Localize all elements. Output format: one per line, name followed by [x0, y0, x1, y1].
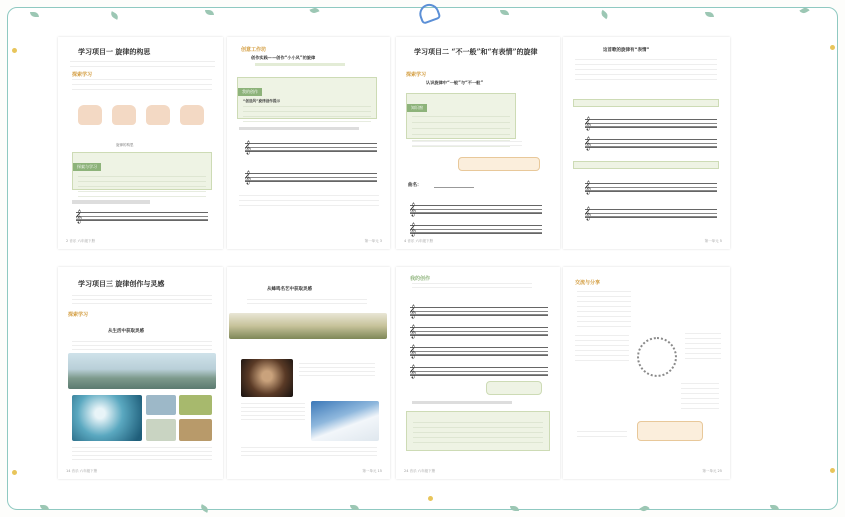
speech-bubble — [458, 157, 540, 171]
section-heading: 创意工作坊 — [241, 47, 267, 53]
music-staff: 𝄞 — [245, 143, 377, 152]
music-staff: 𝄞 — [410, 327, 548, 336]
illustration-caption: 旋律的构思 — [116, 143, 134, 147]
page-title: 学习项目一 旋律的构思 — [78, 47, 151, 56]
page-footer: 24 音乐 六年级下册 — [404, 469, 436, 473]
page-2 — [227, 37, 390, 249]
painting-photo — [229, 313, 387, 339]
body-text — [72, 79, 212, 93]
subtitle: 从生活中获取灵感 — [108, 329, 144, 334]
page-1 — [58, 37, 223, 249]
body-text — [241, 403, 305, 423]
song-name-line — [434, 187, 474, 188]
page-footer: 14 音乐 六年级下册 — [66, 469, 98, 473]
page-8 — [563, 267, 730, 479]
bird-photo — [146, 395, 176, 415]
side-text — [685, 333, 721, 363]
page-footer: 第一单元 3 — [364, 239, 382, 243]
music-staff: 𝄞 — [410, 225, 542, 234]
page-6 — [227, 267, 390, 479]
section-heading: 探索学习 — [68, 312, 89, 318]
section-heading: 交流与分享 — [575, 280, 601, 286]
dot-decoration-icon — [830, 468, 835, 473]
box-text — [243, 106, 371, 124]
page-title: 这首歌的旋律有“表情” — [603, 48, 650, 53]
hand-icon — [180, 105, 204, 125]
creation-box — [237, 77, 377, 119]
body-text — [577, 291, 631, 331]
landscape-photo — [146, 419, 176, 441]
music-staff: 𝄞 — [410, 347, 548, 356]
body-text — [72, 447, 212, 461]
subtitle: 从蜂鸣名艺中获取灵感 — [267, 287, 312, 292]
page-4 — [563, 37, 730, 249]
page-title: 学习项目三 旋律创作与灵感 — [78, 279, 165, 288]
music-staff: 𝄞 — [585, 139, 717, 148]
body-text — [72, 341, 212, 351]
wave-photo — [72, 395, 142, 441]
instruction-bar — [573, 161, 719, 169]
section-heading: 探索学习 — [406, 72, 427, 78]
page-footer: 第一单元 5 — [704, 239, 722, 243]
body-text — [412, 283, 532, 291]
dot-decoration-icon — [12, 48, 17, 53]
task-text — [72, 200, 202, 204]
body-text — [247, 299, 367, 307]
side-text — [575, 335, 629, 365]
box-text — [78, 176, 206, 198]
section-heading: 探索学习 — [72, 72, 93, 78]
hint-bar — [255, 63, 345, 66]
music-staff: 𝄞 — [585, 209, 717, 218]
body-text — [241, 447, 377, 457]
circle-diagram — [637, 337, 677, 377]
box-heading: 我的创作 — [238, 88, 262, 96]
body-text — [681, 383, 719, 409]
tip-box — [406, 411, 550, 451]
subtitle: 创作实践——创作“小小风”的旋律 — [251, 55, 316, 60]
body-text — [577, 431, 627, 441]
music-staff: 𝄞 — [76, 212, 208, 221]
page-3 — [396, 37, 560, 249]
page-footer: 第一单元 15 — [362, 469, 382, 473]
song-label: 曲名： — [408, 183, 422, 188]
mountain-photo — [68, 353, 216, 389]
body-text — [299, 363, 375, 379]
body-text — [575, 59, 717, 81]
music-staff: 𝄞 — [410, 367, 548, 376]
page-footer: 第一单元 25 — [702, 469, 722, 473]
skiing-photo — [311, 401, 379, 441]
performer-photo — [241, 359, 293, 397]
intro-text — [72, 295, 212, 307]
box-heading: 知识窗 — [407, 104, 427, 112]
page-5 — [58, 267, 223, 479]
page-footer: 4 音乐 六年级下册 — [404, 239, 433, 243]
dot-decoration-icon — [12, 470, 17, 475]
hand-icon — [146, 105, 170, 125]
box-heading: 探索与学习 — [73, 163, 101, 171]
subtitle: 认识旋律中“一般”与“不一般” — [426, 80, 484, 85]
box-text — [413, 422, 543, 446]
music-staff: 𝄞 — [410, 307, 548, 316]
task-text — [412, 401, 512, 404]
leaf-decoration-icon — [510, 506, 519, 511]
hand-sign-illustrations — [78, 101, 208, 129]
paperclip-icon — [417, 1, 442, 25]
nature-photo — [179, 395, 212, 415]
music-staff: 𝄞 — [585, 183, 717, 192]
page-7 — [396, 267, 560, 479]
music-staff: 𝄞 — [585, 119, 717, 128]
page-title: 学习项目二 “不一般”和“有表情”的旋律 — [414, 47, 538, 56]
section-heading: 我的创作 — [410, 276, 431, 282]
body-text — [239, 195, 379, 209]
hand-icon — [78, 105, 102, 125]
dot-decoration-icon — [830, 45, 835, 50]
music-staff: 𝄞 — [245, 173, 377, 182]
knowledge-box — [406, 93, 516, 139]
box-subtitle: “创造风”旋律创作提示 — [243, 99, 281, 103]
body-text — [412, 141, 522, 149]
music-staff: 𝄞 — [410, 205, 542, 214]
hand-icon — [112, 105, 136, 125]
speech-bubble — [637, 421, 703, 441]
page-footer: 2 音乐 六年级下册 — [66, 239, 95, 243]
eagle-photo — [179, 419, 212, 441]
dot-decoration-icon — [428, 496, 433, 501]
speech-bubble — [486, 381, 542, 395]
task-text — [239, 127, 359, 130]
intro-text — [70, 61, 215, 69]
exploration-box — [72, 152, 212, 190]
instruction-bar — [573, 99, 719, 107]
